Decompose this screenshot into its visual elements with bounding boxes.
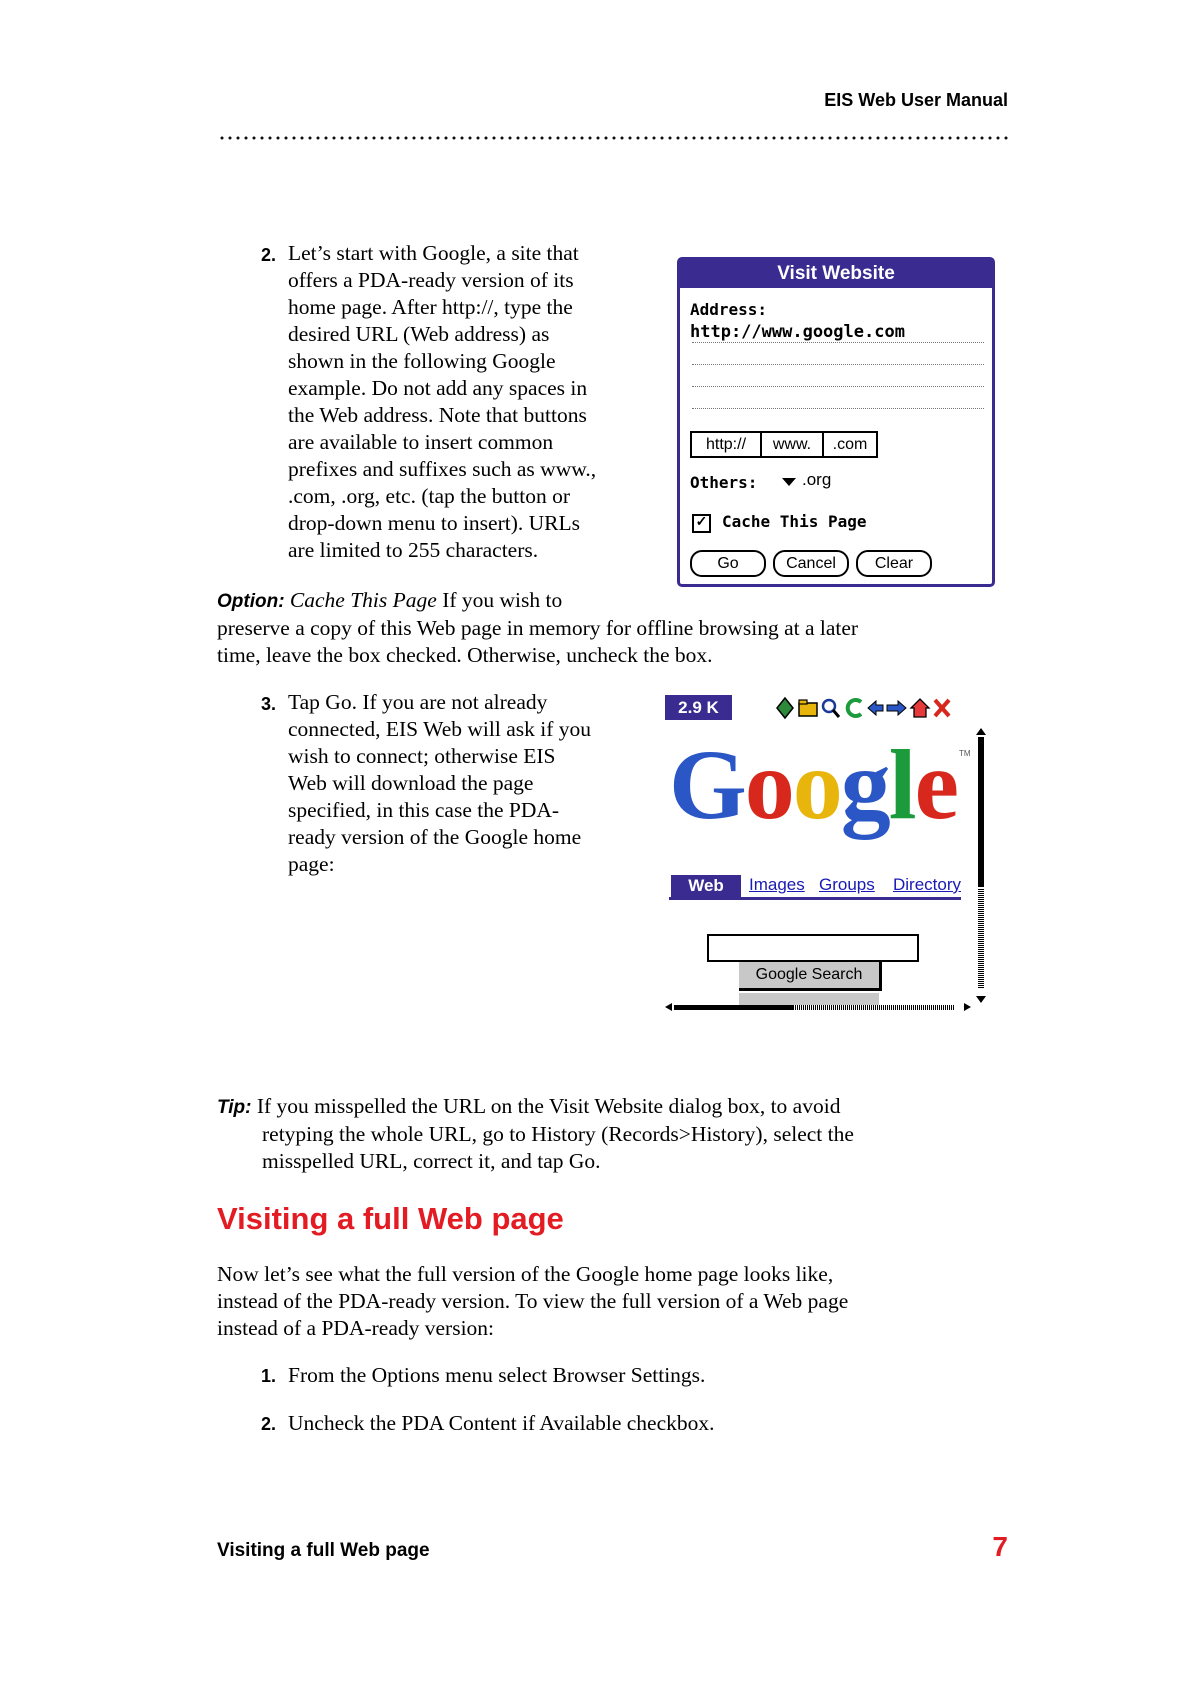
others-dropdown-value[interactable]: .org	[802, 470, 832, 489]
com-suffix-button[interactable]: .com	[822, 431, 878, 458]
step-3-line: Tap Go. If you are not already	[288, 690, 548, 714]
section-step-1-number: 1.	[261, 1366, 277, 1386]
address-label: Address:	[690, 300, 768, 319]
browser-toolbar	[663, 693, 986, 723]
option-paragraph	[217, 587, 997, 669]
cache-this-page-label: Cache This Page	[722, 512, 867, 531]
running-header: EIS Web User Manual	[824, 90, 1008, 110]
step-2-line: desired URL (Web address) as	[288, 322, 550, 346]
address-line	[692, 408, 984, 409]
scroll-right-arrow-icon[interactable]	[964, 1003, 971, 1011]
step-3-line: page:	[288, 852, 335, 876]
section-heading: Visiting a full Web page	[217, 1201, 564, 1236]
address-line	[692, 364, 984, 365]
step-2-line: are limited to 255 characters.	[288, 538, 539, 562]
tab-images[interactable]: Images	[749, 875, 805, 894]
option-label: Option:	[217, 591, 285, 612]
section-para-line: instead of the PDA-ready version. To view the full version of a Web page	[217, 1289, 849, 1313]
scroll-track	[978, 888, 984, 988]
address-line	[692, 342, 984, 343]
http-prefix-button[interactable]: http://	[690, 431, 762, 458]
step-3-text	[288, 689, 658, 878]
step-2-line: Let’s start with Google, a site that	[288, 241, 579, 265]
footer-section-title: Visiting a full Web page	[217, 1540, 430, 1561]
option-text: If you wish to	[442, 588, 563, 612]
option-text: preserve a copy of this Web page in memory for offline browsing at a later	[217, 616, 859, 640]
option-text: time, leave the box checked. Otherwise, uncheck the box.	[217, 643, 713, 667]
address-field[interactable]: http://www.google.com	[690, 322, 905, 342]
page-number: 7	[992, 1531, 1008, 1562]
search-icon[interactable]	[823, 700, 839, 717]
logo-letter: g	[840, 729, 889, 840]
tab-directory[interactable]: Directory	[893, 875, 962, 894]
logo-letter: l	[888, 729, 915, 840]
scroll-up-arrow-icon[interactable]	[976, 728, 986, 735]
step-2-line: example. Do not add any spaces in	[288, 376, 588, 400]
google-logo	[669, 729, 957, 840]
logo-letter: e	[914, 729, 957, 840]
forward-arrow-icon[interactable]	[887, 701, 906, 715]
tip-label: Tip:	[217, 1097, 252, 1118]
logo-letter: o	[744, 729, 793, 840]
visit-website-dialog	[677, 257, 995, 587]
step-2-line: shown in the following Google	[288, 349, 556, 373]
google-search-button[interactable]: Google Search	[739, 962, 882, 991]
step-2-line: drop-down menu to insert). URLs	[288, 511, 581, 535]
step-2-line: home page. After http://, type the	[288, 295, 573, 319]
tab-groups[interactable]: Groups	[819, 875, 875, 894]
section-step-2-text: Uncheck the PDA Content if Available checkbox.	[288, 1411, 715, 1435]
step-3-line: connected, EIS Web will ask if you	[288, 717, 591, 741]
trademark-mark: TM	[959, 749, 971, 758]
home-icon[interactable]	[911, 699, 929, 717]
cache-checkbox[interactable]: ✓	[692, 514, 711, 533]
section-paragraph	[217, 1261, 997, 1342]
vertical-scrollbar[interactable]	[976, 728, 986, 1003]
section-para-line: Now let’s see what the full version of the Google home page looks like,	[217, 1262, 834, 1286]
dropdown-arrow-icon[interactable]	[782, 478, 796, 486]
page-size-badge: 2.9 K	[665, 695, 732, 720]
back-arrow-icon[interactable]	[868, 701, 883, 715]
address-line	[692, 386, 984, 387]
section-step-1-text: From the Options menu select Browser Settings.	[288, 1363, 706, 1387]
google-tabs	[669, 875, 961, 900]
hscroll-thumb[interactable]	[674, 1005, 794, 1010]
scroll-thumb[interactable]	[978, 737, 984, 887]
step-3-line: wish to connect; otherwise EIS	[288, 744, 556, 768]
step-2-line: are available to insert common	[288, 430, 554, 454]
www-prefix-button[interactable]: www.	[760, 431, 824, 458]
google-pda-screenshot	[663, 693, 986, 1015]
header-dotted-rule	[218, 135, 1010, 141]
go-button[interactable]: Go	[690, 550, 766, 577]
step-2-line: the Web address. Note that buttons	[288, 403, 587, 427]
scroll-left-arrow-icon[interactable]	[665, 1003, 672, 1011]
tip-text: misspelled URL, correct it, and tap Go.	[262, 1149, 601, 1173]
cancel-button[interactable]: Cancel	[773, 550, 849, 577]
step-2-text	[288, 240, 668, 564]
option-cache-term: Cache This Page	[289, 588, 437, 612]
scroll-down-arrow-icon[interactable]	[976, 996, 986, 1003]
step-3-line: specified, in this case the PDA-	[288, 798, 560, 822]
section-para-line: instead of a PDA-ready version:	[217, 1316, 495, 1340]
step-2-line: prefixes and suffixes such as www.,	[288, 457, 597, 481]
step-3-line: Web will download the page	[288, 771, 534, 795]
section-step-2-number: 2.	[261, 1414, 277, 1434]
google-search-input[interactable]	[707, 934, 919, 962]
others-label: Others:	[690, 473, 758, 492]
step-3-number: 3.	[261, 694, 277, 714]
refresh-icon[interactable]	[848, 700, 861, 716]
tab-web[interactable]: Web	[671, 875, 741, 897]
toolbar-icons	[775, 696, 986, 720]
tip-paragraph	[217, 1093, 997, 1175]
move-icon[interactable]	[777, 698, 793, 718]
step-2-line: .com, .org, etc. (tap the button or	[288, 484, 571, 508]
dialog-title: Visit Website	[680, 260, 992, 288]
horizontal-scrollbar[interactable]	[665, 1003, 971, 1012]
tip-text: If you misspelled the URL on the Visit Website dialog box, to avoid	[256, 1094, 841, 1118]
hscroll-track	[795, 1005, 955, 1010]
step-2-line: offers a PDA-ready version of its	[288, 268, 574, 292]
step-3-line: ready version of the Google home	[288, 825, 582, 849]
clear-button[interactable]: Clear	[856, 550, 932, 577]
tip-text: retyping the whole URL, go to History (Records>History), select the	[262, 1122, 854, 1146]
close-icon[interactable]	[935, 700, 949, 716]
logo-letter: o	[792, 729, 841, 840]
folder-icon[interactable]	[799, 700, 817, 716]
logo-letter: G	[669, 729, 745, 840]
step-2-number: 2.	[261, 245, 277, 265]
